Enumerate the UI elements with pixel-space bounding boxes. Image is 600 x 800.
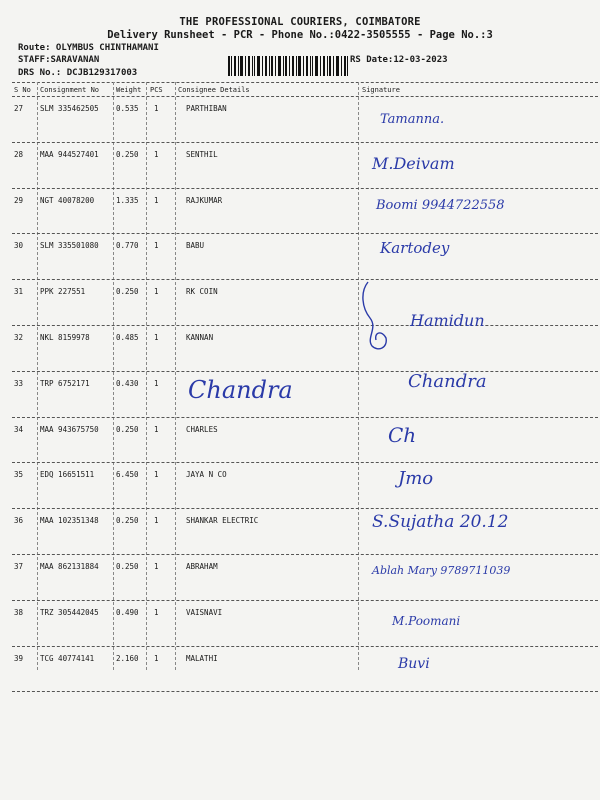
row-pcs: 1 — [154, 607, 159, 617]
row-consignment: TRZ 305442045 — [40, 607, 99, 617]
row-pcs: 1 — [154, 241, 159, 251]
row-divider — [12, 188, 598, 189]
runsheet-subtitle: Delivery Runsheet - PCR - Phone No.:0422-3505555 - Page No.:3 — [107, 29, 493, 41]
row-pcs: 1 — [154, 424, 159, 434]
row-weight: 0.250 — [116, 516, 139, 526]
row-sno: 38 — [14, 607, 24, 617]
row-sno: 39 — [14, 653, 24, 663]
row-pcs: 1 — [154, 653, 159, 663]
row-divider — [12, 233, 598, 234]
row-sno: 34 — [14, 424, 24, 434]
row-consignment: SLM 335501080 — [40, 241, 99, 251]
row-weight: 6.450 — [116, 470, 139, 480]
row-signature: Tamanna. — [380, 112, 445, 127]
row-divider — [12, 554, 598, 555]
col-divider — [146, 82, 147, 670]
row-sno: 37 — [14, 562, 24, 571]
row-consignee: RAJKUMAR — [186, 195, 223, 205]
row-weight: 2.160 — [116, 653, 139, 663]
row-consignee: RK COIN — [186, 287, 218, 297]
row-signature: Kartodey — [380, 239, 450, 258]
row-consignee: BABU — [186, 241, 205, 251]
row-signature: Ch — [388, 422, 417, 447]
row-divider — [12, 646, 598, 647]
col-weight: Weight — [116, 86, 142, 94]
row-consignment: MAA 944527401 — [40, 149, 99, 159]
header-rule-bottom — [12, 96, 598, 97]
handwritten-consignee: Chandra — [188, 376, 293, 404]
col-divider — [358, 82, 359, 670]
row-consignment: MAA 862131884 — [40, 562, 99, 571]
company-title: THE PROFESSIONAL COURIERS, COIMBATORE — [179, 16, 421, 28]
row-pcs: 1 — [154, 287, 159, 297]
row-weight: 0.250 — [116, 287, 139, 297]
row-weight: 0.490 — [116, 607, 139, 617]
row-sno: 30 — [14, 241, 24, 251]
row-sno: 36 — [14, 516, 24, 526]
row-consignee: MALATHI — [186, 653, 218, 663]
row-divider — [12, 417, 598, 418]
row-divider — [12, 142, 598, 143]
row-divider — [12, 462, 598, 463]
row-weight: 0.535 — [116, 104, 139, 113]
col-signature: Signature — [362, 86, 400, 94]
row-pcs: 1 — [154, 104, 159, 113]
col-divider — [113, 82, 114, 670]
col-consignee: Consignee Details — [178, 86, 250, 94]
row-divider — [12, 691, 598, 692]
col-consignment: Consignment No — [40, 86, 100, 94]
row-signature: Chandra — [408, 370, 487, 392]
barcode — [228, 56, 348, 76]
row-consignment: NGT 40078200 — [40, 195, 95, 205]
row-weight: 0.430 — [116, 378, 139, 388]
row-pcs: 1 — [154, 470, 159, 480]
col-divider — [37, 82, 38, 670]
row-consignment: TRP 6752171 — [40, 378, 90, 388]
row-signature: Boomi 9944722558 — [376, 197, 505, 213]
row-consignee: KANNAN — [186, 333, 214, 342]
row-signature: Ablah Mary 9789711039 — [372, 564, 511, 577]
row-consignment: NKL 8159978 — [40, 333, 90, 342]
row-consignee: ABRAHAM — [186, 562, 218, 571]
row-consignee: SHANKAR ELECTRIC — [186, 516, 259, 526]
scribble-signature — [358, 278, 398, 358]
row-consignee: VAISNAVI — [186, 607, 223, 617]
row-weight: 0.770 — [116, 241, 139, 251]
row-sno: 27 — [14, 104, 24, 113]
route-label: Route: OLYMBUS CHINTHAMANI — [18, 43, 159, 53]
row-weight: 1.335 — [116, 195, 139, 205]
row-weight: 0.250 — [116, 424, 139, 434]
row-consignment: SLM 335462505 — [40, 104, 99, 113]
col-pcs: PCS — [150, 86, 163, 94]
row-sno: 29 — [14, 195, 24, 205]
staff-label: STAFF:SARAVANAN — [18, 55, 100, 65]
rs-date: RS Date:12-03-2023 — [350, 55, 448, 65]
row-signature: M.Poomani — [392, 613, 461, 628]
row-weight: 0.485 — [116, 333, 139, 342]
row-signature: S.Sujatha 20.12 — [372, 512, 509, 533]
row-signature: Buvi — [398, 655, 430, 672]
row-pcs: 1 — [154, 516, 159, 526]
row-divider — [12, 600, 598, 601]
row-sno: 31 — [14, 287, 24, 297]
row-consignment: PPK 227551 — [40, 287, 86, 297]
header-rule-top — [12, 82, 598, 83]
row-consignee: PARTHIBAN — [186, 104, 227, 113]
row-weight: 0.250 — [116, 562, 139, 571]
row-pcs: 1 — [154, 378, 159, 388]
row-divider — [12, 371, 598, 372]
drs-number: DRS No.: DCJB129317003 — [18, 68, 138, 78]
row-pcs: 1 — [154, 333, 159, 342]
row-divider — [12, 508, 598, 509]
row-pcs: 1 — [154, 562, 159, 571]
row-weight: 0.250 — [116, 149, 139, 159]
row-sno: 33 — [14, 378, 24, 388]
row-signature: Jmo — [398, 468, 434, 490]
row-divider — [12, 325, 598, 326]
col-divider — [175, 82, 176, 670]
row-consignment: MAA 943675750 — [40, 424, 99, 434]
row-consignee: SENTHIL — [186, 149, 218, 159]
row-pcs: 1 — [154, 149, 159, 159]
row-consignee: CHARLES — [186, 424, 218, 434]
row-divider — [12, 279, 598, 280]
row-consignee: JAYA N CO — [186, 470, 227, 480]
row-signature: Hamidun — [410, 311, 485, 330]
row-sno: 32 — [14, 333, 24, 342]
row-signature: M.Deivam — [372, 153, 455, 173]
row-pcs: 1 — [154, 195, 159, 205]
row-sno: 28 — [14, 149, 24, 159]
row-consignment: MAA 102351348 — [40, 516, 99, 526]
row-consignment: TCG 40774141 — [40, 653, 95, 663]
col-sno: S No — [14, 86, 31, 94]
row-sno: 35 — [14, 470, 24, 480]
row-consignment: EDQ 16651511 — [40, 470, 95, 480]
